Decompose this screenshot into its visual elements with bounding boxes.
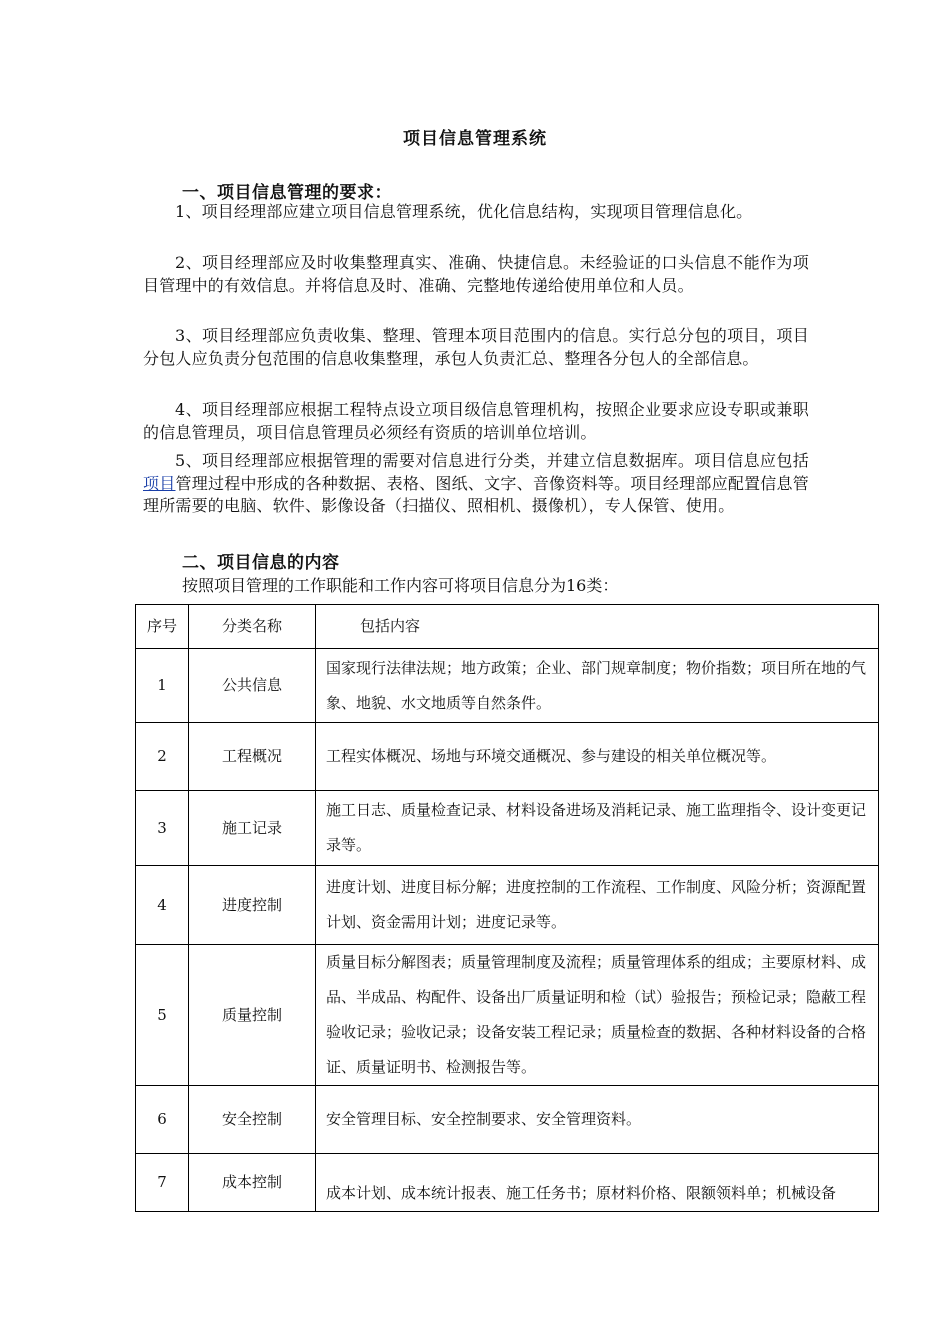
row-category: 工程概况 [189,723,316,791]
header-number: 序号 [136,605,189,649]
table-row [136,1086,879,1154]
info-category-table [135,604,879,1212]
row-number: 3 [136,791,189,866]
section-1-heading: 一、项目信息管理的要求： [182,183,392,203]
table-row [136,791,879,866]
row-content: 工程实体概况、场地与环境交通概况、参与建设的相关单位概况等。 [316,723,879,791]
paragraph-5-text-a: 5、项目经理部应根据管理的需要对信息进行分类，并建立信息数据库。项目信息应包括 [175,451,809,470]
document-title: 项目信息管理系统 [403,129,547,149]
row-content: 国家现行法律法规；地方政策；企业、部门规章制度；物价指数；项目所在地的气象、地貌、水文地质等自然条件。 [316,649,879,723]
row-number: 4 [136,866,189,945]
table-row [136,1154,879,1212]
row-category: 进度控制 [189,866,316,945]
row-content: 安全管理目标、安全控制要求、安全管理资料。 [316,1086,879,1154]
project-link[interactable]: 项目 [143,473,176,493]
table-row [136,866,879,945]
table-header-row [136,605,879,649]
row-number: 6 [136,1086,189,1154]
paragraph-4: 4、项目经理部应根据工程特点设立项目级信息管理机构，按照企业要求应设专职或兼职的信息管理员，项目信息管理员必须经有资质的培训单位培训。 [143,400,809,442]
row-category: 成本控制 [189,1154,316,1212]
section-2-intro: 按照项目管理的工作职能和工作内容可将项目信息分为16类： [182,576,619,595]
paragraph-5-text-b: 管理过程中形成的各种数据、表格、图纸、文字、音像资料等。项目经理部应配置信息管理所需要的电脑、软件、影像设备（扫描仪、照相机、摄像机），专人保管、使用。 [143,473,809,515]
row-number: 2 [136,723,189,791]
row-number: 5 [136,945,189,1086]
row-content: 质量目标分解图表；质量管理制度及流程；质量管理体系的组成；主要原材料、成品、半成品、构配件、设备出厂质量证明和检（试）验报告；预检记录；隐蔽工程验收记录；验收记录；设备安装工程记录；质量检查的数据、各种材料设备的合格证、质量证明书、检测报告等。 [316,945,879,1086]
row-category: 质量控制 [189,945,316,1086]
table-row [136,945,879,1086]
header-category: 分类名称 [189,605,316,649]
paragraph-5 [143,450,809,518]
row-category: 安全控制 [189,1086,316,1154]
row-number: 1 [136,649,189,723]
paragraph-2: 2、项目经理部应及时收集整理真实、准确、快捷信息。未经验证的口头信息不能作为项目管理中的有效信息。并将信息及时、准确、完整地传递给使用单位和人员。 [143,253,809,295]
row-category: 公共信息 [189,649,316,723]
header-content: 包括内容 [316,605,879,649]
row-content: 施工日志、质量检查记录、材料设备进场及消耗记录、施工监理指令、设计变更记录等。 [316,791,879,866]
table-row [136,723,879,791]
paragraph-3: 3、项目经理部应负责收集、整理、管理本项目范围内的信息。实行总分包的项目，项目分包人应负责分包范围的信息收集整理，承包人负责汇总、整理各分包人的全部信息。 [143,326,809,368]
row-content: 成本计划、成本统计报表、施工任务书；原材料价格、限额领料单；机械设备 [316,1154,879,1212]
row-number: 7 [136,1154,189,1212]
row-content: 进度计划、进度目标分解；进度控制的工作流程、工作制度、风险分析；资源配置计划、资金需用计划；进度记录等。 [316,866,879,945]
row-category: 施工记录 [189,791,316,866]
paragraph-1: 1、项目经理部应建立项目信息管理系统，优化信息结构，实现项目管理信息化。 [175,202,753,221]
table-row [136,649,879,723]
section-2-heading: 二、项目信息的内容 [182,553,340,573]
